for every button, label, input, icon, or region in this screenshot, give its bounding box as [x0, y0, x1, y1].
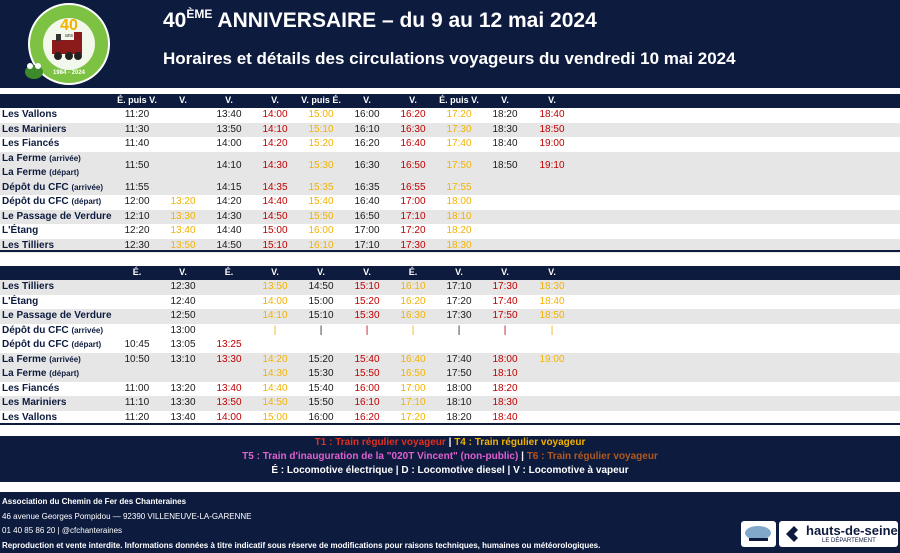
- time-cell: 15:10: [354, 281, 380, 292]
- column-header: V.: [455, 267, 463, 277]
- station-label: Les Vallons: [2, 411, 58, 423]
- time-cell: 13:30: [170, 397, 196, 408]
- time-cell: 12:00: [124, 196, 150, 207]
- time-cell: 14:00: [262, 109, 288, 120]
- time-cell: 17:40: [492, 295, 518, 307]
- column-header: É. puis V.: [439, 95, 479, 105]
- time-cell: 16:00: [354, 109, 380, 120]
- time-cell: 16:50: [400, 159, 426, 171]
- station-label: Les Mariniers: [2, 123, 67, 135]
- time-cell: 15:50: [308, 397, 334, 408]
- time-cell: 16:00: [354, 382, 380, 394]
- timetable-return: [0, 266, 900, 425]
- time-cell: 14:20: [262, 138, 288, 149]
- timetable-outbound: [0, 94, 900, 253]
- svg-text:ans: ans: [64, 33, 74, 39]
- time-cell: 13:40: [216, 382, 242, 394]
- time-cell: 16:30: [354, 159, 380, 171]
- time-cell: 16:10: [354, 397, 380, 408]
- station-label: Dépôt du CFC (départ): [2, 339, 102, 350]
- column-header: V.: [317, 267, 325, 277]
- time-cell: 10:45: [124, 339, 150, 350]
- table-row: [0, 280, 900, 295]
- table-row: [0, 224, 900, 239]
- anniversary-logo: [12, 2, 126, 86]
- footer-address: 46 avenue Georges Pompidou — 92390 VILLENEUVE-LA-GARENNE: [2, 512, 252, 521]
- station-label: Les Tilliers: [2, 239, 55, 251]
- legend-locomotives: É : Locomotive électrique | D : Locomotive diesel | V : Locomotive à vapeur: [271, 465, 629, 476]
- time-cell: 16:20: [400, 295, 426, 307]
- time-cell: 18:10: [446, 210, 472, 222]
- time-cell: 11:40: [124, 138, 150, 149]
- table-row: [0, 123, 900, 138]
- time-cell: 16:40: [400, 138, 426, 149]
- time-cell: 17:40: [446, 138, 472, 149]
- legend-t4: T4 : Train régulier voyageur: [454, 437, 586, 448]
- time-cell: 15:40: [308, 382, 334, 394]
- time-cell: 14:10: [262, 310, 288, 321]
- time-cell: 17:50: [446, 367, 472, 379]
- time-cell: 17:20: [446, 109, 472, 120]
- time-cell: 15:20: [308, 353, 334, 365]
- table-row: [0, 295, 900, 310]
- time-cell: 13:50: [262, 281, 288, 292]
- time-cell: |: [273, 324, 277, 336]
- column-header: V.: [548, 267, 556, 277]
- time-cell: 15:50: [354, 367, 380, 379]
- time-cell: 15:40: [308, 196, 334, 207]
- time-cell: 15:00: [262, 225, 288, 236]
- time-cell: 19:00: [539, 353, 565, 365]
- station-label: Les Mariniers: [2, 397, 67, 408]
- column-header: V.: [179, 95, 187, 105]
- time-cell: 18:30: [539, 281, 565, 292]
- time-cell: |: [365, 324, 369, 336]
- station-label: L'Étang: [2, 295, 39, 307]
- time-cell: 18:40: [492, 138, 518, 149]
- cfc-logo: [741, 521, 776, 547]
- time-cell: 13:25: [216, 339, 242, 350]
- time-cell: 12:30: [170, 281, 196, 292]
- table-row: [0, 152, 900, 181]
- time-cell: 18:20: [446, 225, 472, 236]
- table-row: [0, 382, 900, 397]
- time-cell: 11:50: [124, 159, 150, 171]
- table-row: [0, 195, 900, 210]
- time-cell: 18:00: [446, 382, 472, 394]
- time-cell: 17:40: [446, 353, 472, 365]
- time-cell: 14:20: [262, 353, 288, 365]
- time-cell: 16:35: [354, 181, 380, 193]
- time-cell: 12:20: [124, 225, 150, 236]
- time-cell: 16:20: [400, 109, 426, 120]
- time-cell: 18:30: [492, 123, 518, 135]
- time-cell: 15:20: [354, 295, 380, 307]
- time-cell: 13:40: [170, 225, 196, 236]
- time-cell: 16:40: [354, 196, 380, 207]
- time-cell: 18:20: [492, 382, 518, 394]
- time-cell: 18:30: [446, 239, 472, 251]
- table-row: [0, 210, 900, 225]
- time-cell: 18:40: [492, 411, 518, 423]
- time-cell: 12:30: [124, 239, 150, 251]
- column-header: V.: [363, 95, 371, 105]
- legend-t1: T1 : Train régulier voyageur: [314, 437, 446, 448]
- time-cell: |: [319, 324, 323, 336]
- time-cell: 18:20: [492, 109, 518, 120]
- time-cell: 13:20: [170, 382, 196, 394]
- time-cell: 11:55: [124, 181, 150, 193]
- time-cell: 17:30: [492, 281, 518, 292]
- page-title: 40ÈME ANNIVERSAIRE – du 9 au 12 mai 2024: [163, 7, 597, 32]
- column-header: É. puis V.: [117, 95, 157, 105]
- time-cell: 18:10: [446, 397, 472, 408]
- time-cell: 17:30: [400, 239, 426, 251]
- time-cell: 16:55: [400, 181, 426, 193]
- time-cell: 18:50: [492, 159, 518, 171]
- station-label: Le Passage de Verdure: [2, 310, 112, 321]
- hauts-de-seine-logo: hauts-de-seine LE DÉPARTEMENT: [779, 521, 898, 547]
- time-cell: 17:55: [446, 181, 472, 193]
- time-cell: 17:10: [400, 210, 426, 222]
- legend-t5: T5 : Train d'inauguration de la "020T Vincent" (non-public): [242, 451, 519, 462]
- table-row: [0, 137, 900, 152]
- station-label: L'Étang: [2, 225, 39, 236]
- time-cell: 13:40: [216, 109, 242, 120]
- station-label: La Ferme (arrivée): [2, 152, 81, 164]
- station-label: La Ferme (arrivée): [2, 353, 81, 365]
- time-cell: 15:20: [308, 138, 334, 149]
- time-cell: 14:20: [216, 196, 242, 207]
- time-cell: 17:10: [400, 397, 426, 408]
- time-cell: |: [411, 324, 415, 336]
- time-cell: 17:10: [354, 239, 380, 251]
- time-cell: 12:50: [170, 310, 196, 321]
- time-cell: 16:30: [400, 310, 426, 321]
- time-cell: 14:10: [262, 123, 288, 135]
- time-cell: |: [457, 324, 461, 336]
- footer-contact[interactable]: 01 40 85 86 20 | @cfchanteraines: [2, 526, 123, 535]
- time-cell: 14:30: [262, 159, 288, 171]
- column-header: V.: [548, 95, 556, 105]
- page-subtitle: Horaires et détails des circulations voyageurs du vendredi 10 mai 2024: [163, 49, 736, 68]
- station-label: Les Fiancés: [2, 138, 60, 149]
- time-cell: 16:50: [354, 210, 380, 222]
- time-cell: 15:10: [308, 310, 334, 321]
- time-cell: 14:15: [216, 181, 242, 193]
- time-cell: 15:50: [308, 210, 334, 222]
- time-cell: 15:10: [308, 123, 334, 135]
- time-cell: 18:20: [446, 411, 472, 423]
- time-cell: 14:00: [216, 138, 242, 149]
- svg-text:1984 - 2024: 1984 - 2024: [52, 70, 86, 76]
- time-cell: 14:00: [262, 295, 288, 307]
- column-header: V.: [501, 267, 509, 277]
- time-cell: 15:00: [308, 109, 334, 120]
- column-header: V.: [271, 95, 279, 105]
- time-cell: 16:40: [400, 353, 426, 365]
- time-cell: 17:00: [400, 196, 426, 207]
- time-cell: 15:10: [262, 239, 288, 251]
- column-header: É.: [132, 267, 142, 277]
- station-label: Les Tilliers: [2, 281, 55, 292]
- column-header: V.: [271, 267, 279, 277]
- column-header: É.: [408, 267, 418, 277]
- time-cell: 13:05: [170, 339, 196, 350]
- station-label: Dépôt du CFC (arrivée): [2, 324, 104, 336]
- time-cell: 14:30: [262, 367, 288, 379]
- time-cell: 17:20: [400, 411, 426, 423]
- time-cell: 18:50: [539, 310, 565, 321]
- time-cell: 18:00: [492, 353, 518, 365]
- station-label: Dépôt du CFC (départ): [2, 196, 102, 207]
- time-cell: 14:50: [262, 397, 288, 408]
- time-cell: 14:30: [216, 210, 242, 222]
- time-cell: 17:30: [446, 310, 472, 321]
- time-cell: 17:20: [446, 295, 472, 307]
- legend-box: T1 : Train régulier voyageur | T4 : Train régulier voyageur T5 : Train d'inauguration de la "020T Vincent" (non-public) | T6 : Train régulier voyageur É : Locomotive électrique | D : Locomotive diesel | V : Locomotive à vapeur: [0, 436, 900, 482]
- column-header: V.: [409, 95, 417, 105]
- time-cell: 12:10: [124, 210, 150, 222]
- time-cell: 16:20: [354, 138, 380, 149]
- footer-org: Association du Chemin de Fer des Chanteraines: [2, 497, 187, 506]
- time-cell: 19:10: [539, 159, 565, 171]
- time-cell: 16:10: [308, 239, 334, 251]
- header-banner: [0, 0, 900, 88]
- time-cell: 17:00: [354, 225, 380, 236]
- time-cell: 12:40: [170, 295, 196, 307]
- table-row: [0, 108, 900, 123]
- divider: [0, 250, 900, 252]
- footer: [0, 492, 900, 553]
- time-cell: 16:10: [400, 281, 426, 292]
- time-cell: 15:30: [354, 310, 380, 321]
- footer-disclaimer: Reproduction et vente interdite. Informations données à titre indicatif sous réserve de modifications pour raisons techniques, humaines ou météorologiques.: [2, 541, 601, 550]
- time-cell: 18:00: [446, 196, 472, 207]
- time-cell: 11:00: [124, 382, 150, 394]
- time-cell: 15:00: [308, 295, 334, 307]
- time-cell: 17:20: [400, 225, 426, 236]
- time-cell: 13:40: [170, 411, 196, 423]
- station-label: Les Fiancés: [2, 382, 60, 394]
- time-cell: 11:10: [124, 397, 150, 408]
- time-cell: 13:00: [170, 324, 196, 336]
- time-cell: 14:40: [262, 196, 288, 207]
- time-cell: 14:35: [262, 181, 288, 193]
- table-row: [0, 309, 900, 324]
- station-label: La Ferme (départ): [2, 166, 80, 178]
- time-cell: 18:40: [539, 109, 565, 120]
- divider: [0, 423, 900, 425]
- time-cell: 13:50: [216, 123, 242, 135]
- time-cell: 14:00: [216, 411, 242, 423]
- time-cell: 16:00: [308, 225, 334, 236]
- table-row: [0, 338, 900, 353]
- time-cell: 19:00: [539, 138, 565, 149]
- station-label: Les Vallons: [2, 109, 58, 120]
- time-cell: 17:50: [446, 159, 472, 171]
- time-cell: 16:50: [400, 367, 426, 379]
- table-row: [0, 353, 900, 382]
- time-cell: 15:00: [262, 411, 288, 423]
- time-cell: 16:00: [308, 411, 334, 423]
- column-header: V.: [363, 267, 371, 277]
- time-cell: 13:30: [170, 210, 196, 222]
- time-cell: |: [503, 324, 507, 336]
- time-cell: 18:10: [492, 367, 518, 379]
- time-cell: 16:30: [400, 123, 426, 135]
- table-header: [0, 94, 900, 108]
- time-cell: 13:20: [170, 196, 196, 207]
- table-header: [0, 266, 900, 280]
- station-label: Le Passage de Verdure: [2, 210, 112, 222]
- time-cell: 14:50: [216, 239, 242, 251]
- time-cell: 14:40: [216, 225, 242, 236]
- time-cell: 15:30: [308, 367, 334, 379]
- table-row: [0, 181, 900, 196]
- column-header: É.: [224, 267, 234, 277]
- time-cell: 18:40: [539, 295, 565, 307]
- time-cell: 14:40: [262, 382, 288, 394]
- table-row: [0, 396, 900, 411]
- time-cell: 13:50: [170, 239, 196, 251]
- time-cell: 13:50: [216, 397, 242, 408]
- column-header: V.: [501, 95, 509, 105]
- time-cell: 11:20: [124, 109, 150, 120]
- time-cell: 14:10: [216, 159, 242, 171]
- legend-t6: T6 : Train régulier voyageur: [526, 451, 658, 462]
- column-header: V.: [225, 95, 233, 105]
- time-cell: 13:30: [216, 353, 242, 365]
- column-header: V. puis É.: [301, 95, 341, 105]
- time-cell: 18:50: [539, 123, 565, 135]
- time-cell: 11:30: [124, 123, 150, 135]
- time-cell: 17:30: [446, 123, 472, 135]
- time-cell: 15:35: [308, 181, 334, 193]
- time-cell: 14:50: [308, 281, 334, 292]
- time-cell: 10:50: [124, 353, 150, 365]
- time-cell: 15:30: [308, 159, 334, 171]
- time-cell: 14:50: [262, 210, 288, 222]
- time-cell: 17:00: [400, 382, 426, 394]
- time-cell: 11:20: [124, 411, 150, 423]
- time-cell: 16:20: [354, 411, 380, 423]
- time-cell: 18:30: [492, 397, 518, 408]
- time-cell: 13:10: [170, 353, 196, 365]
- time-cell: 15:40: [354, 353, 380, 365]
- time-cell: 17:10: [446, 281, 472, 292]
- station-label: La Ferme (départ): [2, 367, 80, 379]
- time-cell: |: [550, 324, 554, 336]
- svg-text:40: 40: [60, 17, 78, 34]
- time-cell: 16:10: [354, 123, 380, 135]
- table-row: [0, 324, 900, 339]
- station-label: Dépôt du CFC (arrivée): [2, 181, 104, 193]
- column-header: V.: [179, 267, 187, 277]
- time-cell: 17:50: [492, 310, 518, 321]
